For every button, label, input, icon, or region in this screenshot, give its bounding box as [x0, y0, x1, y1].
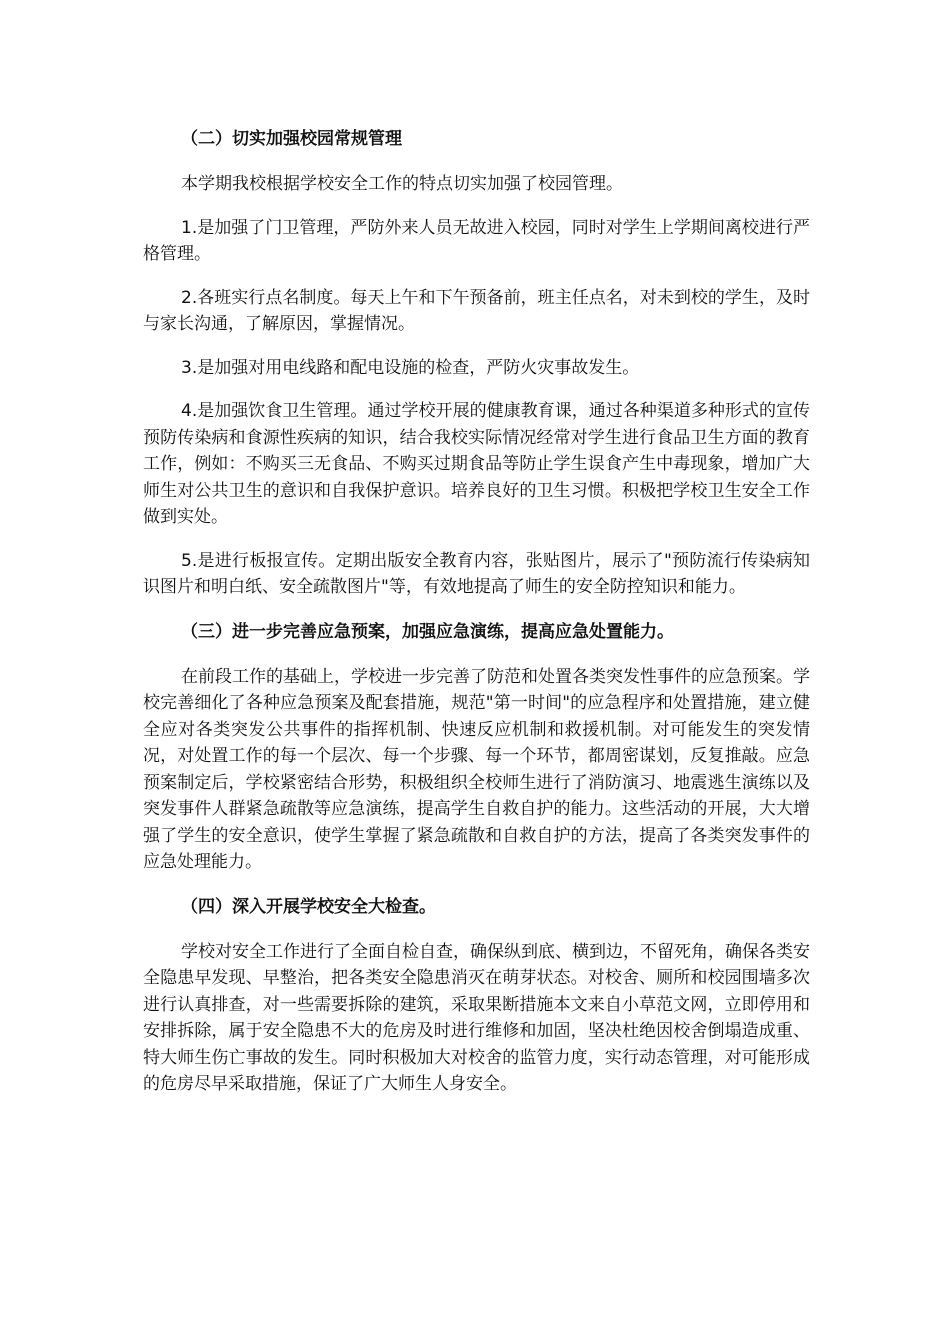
paragraph: 3.是加强对用电线路和配电设施的检查，严防火灾事故发生。 — [181, 357, 640, 378]
paragraph: 1.是加强了门卫管理，严防外来人员无故进入校园，同时对学生上学期间离校进行严格管理。 — [143, 217, 810, 264]
paragraph: 在前段工作的基础上，学校进一步完善了防范和处置各类突发性事件的应急预案。学校完善细化了各种应急预案及配套措施，规范"第一时间"的应急程序和处置措施，建立健全应对各类突发公共事件的指挥机制、快速反应机制和救援机制。对可能发生的突发情况，对处置工作的每一个层次、每一个步骤、每一个环节，都周密谋划，反复推敲。应急预案制定后，学校紧密结合形势，积极组织全校师生进行了消防演习、地震逃生演练以及突发事件人群紧急疏散等应急演练，提高学生自救自护的能力。这些活动的开展，大大增强了学生的安全意识，使学生掌握了紧急疏散和自救自护的方法，提高了各类突发事件的应急处理能力。 — [143, 666, 810, 872]
section-heading-3: （三）进一步完善应急预案，加强应急演练，提高应急处置能力。 — [181, 621, 674, 642]
section-heading-2: （二）切实加强校园常规管理 — [181, 129, 402, 149]
paragraph: 本学期我校根据学校安全工作的特点切实加强了校园管理。 — [181, 174, 623, 194]
paragraph: 2.各班实行点名制度。每天上午和下午预备前，班主任点名，对未到校的学生，及时与家长沟通，了解原因，掌握情况。 — [143, 287, 810, 334]
paragraph: 学校对安全工作进行了全面自检自查，确保纵到底、横到边，不留死角，确保各类安全隐患早发现、早整治，把各类安全隐患消灭在萌芽状态。对校舍、厕所和校园围墙多次进行认真排查，对一些需要拆除的建筑，采取果断措施本文来自小草范文网，立即停用和安排拆除，属于安全隐患不大的危房及时进行维修和加固，坚决杜绝因校舍倒塌造成重、特大师生伤亡事故的发生。同时积极加大对校舍的监管力度，实行动态管理，对可能形成的危房尽早采取措施，保证了广大师生人身安全。 — [143, 941, 810, 1094]
document-body — [143, 125, 810, 1115]
paragraph: 4.是加强饮食卫生管理。通过学校开展的健康教育课，通过各种渠道多种形式的宣传预防传染病和食源性疾病的知识，结合我校实际情况经常对学生进行食品卫生方面的教育工作，例如：不购买三无食品、不购买过期食品等防止学生误食产生中毒现象，增加广大师生对公共卫生的意识和自我保护意识。培养良好的卫生习惯。积极把学校卫生安全工作做到实处。 — [143, 401, 810, 527]
section-heading-4: （四）深入开展学校安全大检查。 — [181, 896, 436, 917]
paragraph: 5.是进行板报宣传。定期出版安全教育内容，张贴图片，展示了"预防流行传染病知识图片和明白纸、安全疏散图片"等，有效地提高了师生的安全防控知识和能力。 — [143, 550, 810, 597]
